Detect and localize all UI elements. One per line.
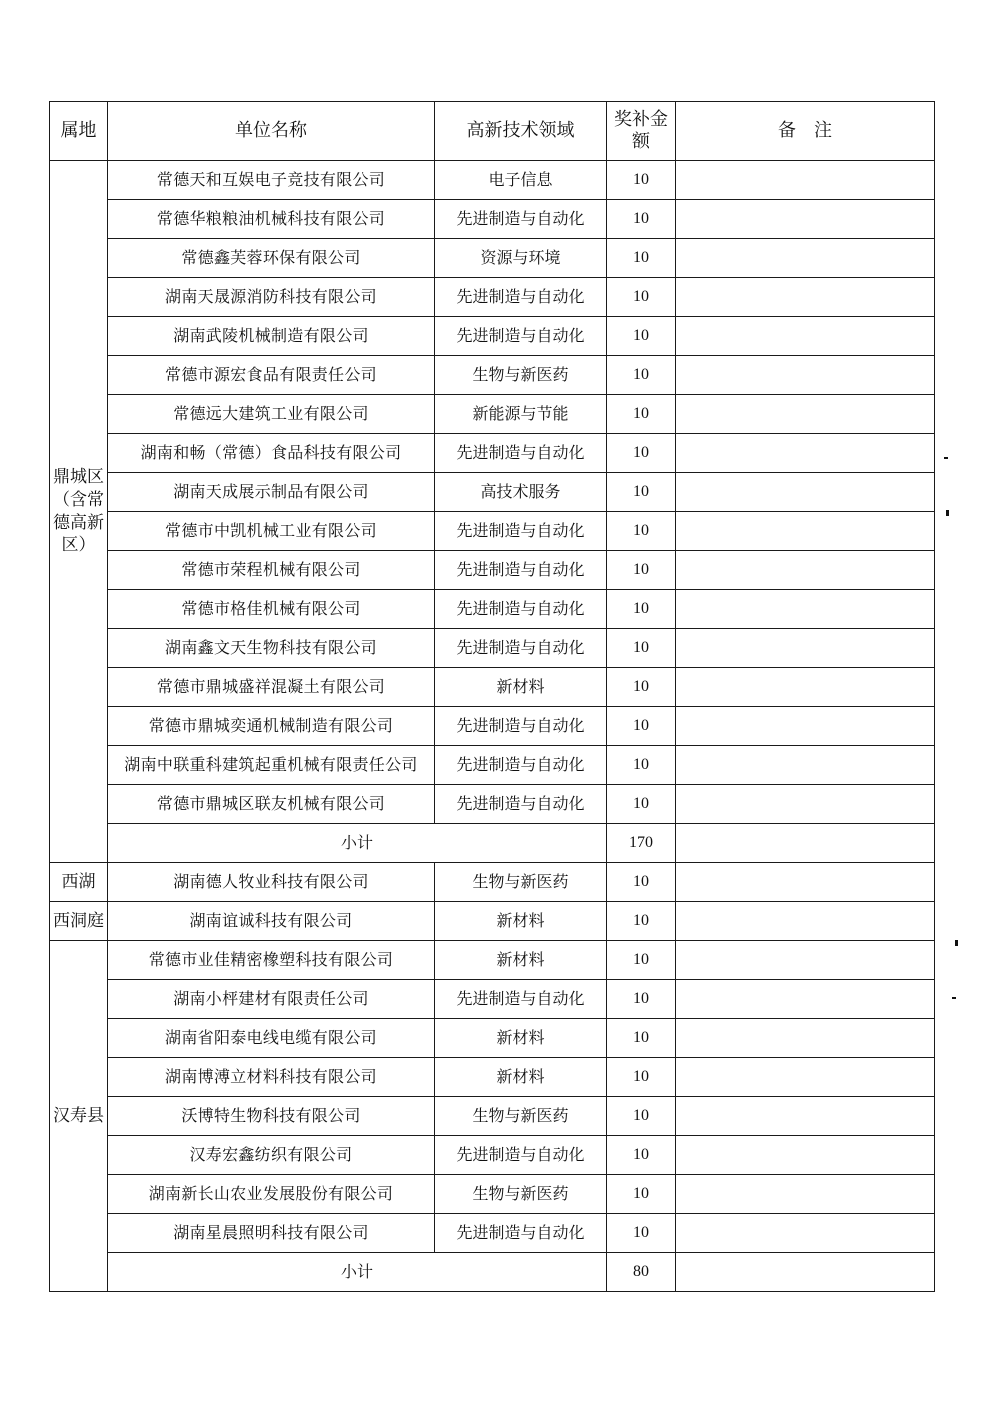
tech-field-cell: 新材料 [435, 1058, 607, 1097]
company-name-cell: 常德市鼎城盛祥混凝土有限公司 [108, 668, 435, 707]
tech-field-cell: 先进制造与自动化 [435, 707, 607, 746]
remarks-cell [676, 395, 935, 434]
remarks-cell [676, 512, 935, 551]
amount-cell: 10 [607, 1097, 676, 1136]
amount-cell: 10 [607, 785, 676, 824]
table-row [50, 785, 935, 824]
remarks-cell [676, 278, 935, 317]
amount-cell: 10 [607, 629, 676, 668]
amount-cell: 10 [607, 200, 676, 239]
amount-cell: 10 [607, 1214, 676, 1253]
table-row [50, 746, 935, 785]
table-row [50, 317, 935, 356]
tech-field-cell: 新材料 [435, 668, 607, 707]
amount-cell: 10 [607, 902, 676, 941]
table-row [50, 980, 935, 1019]
company-name-cell: 常德市格佳机械有限公司 [108, 590, 435, 629]
remarks-cell [676, 980, 935, 1019]
amount-cell: 10 [607, 395, 676, 434]
subtotal-row [50, 824, 935, 863]
remarks-cell [676, 824, 935, 863]
amount-cell: 10 [607, 980, 676, 1019]
tech-field-cell: 先进制造与自动化 [435, 590, 607, 629]
tech-field-cell: 资源与环境 [435, 239, 607, 278]
table-body [50, 161, 935, 1292]
location-cell: 西洞庭 [50, 902, 108, 941]
table-row [50, 590, 935, 629]
table-row [50, 1175, 935, 1214]
amount-cell: 10 [607, 863, 676, 902]
table-row [50, 1019, 935, 1058]
amount-cell: 10 [607, 668, 676, 707]
remarks-cell [676, 356, 935, 395]
table-row [50, 1097, 935, 1136]
amount-cell: 10 [607, 941, 676, 980]
header-row [50, 102, 935, 161]
tech-field-cell: 高技术服务 [435, 473, 607, 512]
header-field: 高新技术领域 [435, 102, 607, 161]
company-name-cell: 常德华粮粮油机械科技有限公司 [108, 200, 435, 239]
remarks-cell [676, 473, 935, 512]
remarks-cell [676, 1214, 935, 1253]
amount-cell: 10 [607, 1058, 676, 1097]
tech-field-cell: 生物与新医药 [435, 1175, 607, 1214]
company-name-cell: 湖南鑫文天生物科技有限公司 [108, 629, 435, 668]
tech-field-cell: 先进制造与自动化 [435, 317, 607, 356]
table-row [50, 200, 935, 239]
tech-field-cell: 先进制造与自动化 [435, 980, 607, 1019]
amount-cell: 10 [607, 473, 676, 512]
tech-field-cell: 生物与新医药 [435, 1097, 607, 1136]
amount-cell: 10 [607, 1175, 676, 1214]
scan-mark [944, 457, 948, 459]
company-name-cell: 湖南武陵机械制造有限公司 [108, 317, 435, 356]
remarks-cell [676, 863, 935, 902]
company-name-cell: 常德鑫芙蓉环保有限公司 [108, 239, 435, 278]
amount-cell: 10 [607, 434, 676, 473]
table-row [50, 434, 935, 473]
scan-mark [955, 940, 958, 946]
table-row [50, 239, 935, 278]
remarks-cell [676, 629, 935, 668]
header-company: 单位名称 [108, 102, 435, 161]
remarks-cell [676, 317, 935, 356]
amount-cell: 10 [607, 707, 676, 746]
company-name-cell: 湖南德人牧业科技有限公司 [108, 863, 435, 902]
tech-field-cell: 生物与新医药 [435, 863, 607, 902]
remarks-cell [676, 746, 935, 785]
remarks-cell [676, 1058, 935, 1097]
table-row [50, 1214, 935, 1253]
tech-field-cell: 先进制造与自动化 [435, 785, 607, 824]
table-row [50, 395, 935, 434]
amount-cell: 10 [607, 551, 676, 590]
amount-cell: 10 [607, 1136, 676, 1175]
remarks-cell [676, 200, 935, 239]
amount-cell: 10 [607, 239, 676, 278]
amount-cell: 10 [607, 590, 676, 629]
company-name-cell: 常德市荣程机械有限公司 [108, 551, 435, 590]
tech-field-cell: 先进制造与自动化 [435, 629, 607, 668]
table-row [50, 941, 935, 980]
remarks-cell [676, 434, 935, 473]
location-cell: 西湖 [50, 863, 108, 902]
header-location: 属地 [50, 102, 108, 161]
tech-field-cell: 新能源与节能 [435, 395, 607, 434]
company-name-cell: 汉寿宏鑫纺织有限公司 [108, 1136, 435, 1175]
company-name-cell: 湖南天晟源消防科技有限公司 [108, 278, 435, 317]
table-row [50, 161, 935, 200]
table-row [50, 863, 935, 902]
tech-field-cell: 生物与新医药 [435, 356, 607, 395]
amount-cell: 10 [607, 278, 676, 317]
subtotal-row [50, 1253, 935, 1292]
tech-field-cell: 电子信息 [435, 161, 607, 200]
amount-cell: 10 [607, 512, 676, 551]
company-name-cell: 湖南谊诚科技有限公司 [108, 902, 435, 941]
remarks-cell [676, 239, 935, 278]
table-row [50, 551, 935, 590]
tech-field-cell: 先进制造与自动化 [435, 551, 607, 590]
company-name-cell: 常德市鼎城奕通机械制造有限公司 [108, 707, 435, 746]
subsidy-table [49, 101, 935, 1292]
amount-cell: 10 [607, 317, 676, 356]
subtotal-amount-cell: 80 [607, 1253, 676, 1292]
table-row [50, 629, 935, 668]
remarks-cell [676, 668, 935, 707]
subtotal-label-cell: 小计 [108, 1253, 607, 1292]
remarks-cell [676, 590, 935, 629]
remarks-cell [676, 551, 935, 590]
company-name-cell: 常德天和互娱电子竞技有限公司 [108, 161, 435, 200]
table-row [50, 356, 935, 395]
table-row [50, 512, 935, 551]
tech-field-cell: 先进制造与自动化 [435, 746, 607, 785]
table-row [50, 668, 935, 707]
company-name-cell: 常德市源宏食品有限责任公司 [108, 356, 435, 395]
remarks-cell [676, 1175, 935, 1214]
table-row [50, 707, 935, 746]
location-cell: 鼎城区（含常德高新区） [50, 161, 108, 863]
company-name-cell: 湖南小枰建材有限责任公司 [108, 980, 435, 1019]
company-name-cell: 湖南和畅（常德）食品科技有限公司 [108, 434, 435, 473]
tech-field-cell: 先进制造与自动化 [435, 278, 607, 317]
tech-field-cell: 新材料 [435, 1019, 607, 1058]
company-name-cell: 湖南新长山农业发展股份有限公司 [108, 1175, 435, 1214]
table-row [50, 1136, 935, 1175]
remarks-cell [676, 707, 935, 746]
table-row [50, 278, 935, 317]
tech-field-cell: 先进制造与自动化 [435, 434, 607, 473]
table-row [50, 1058, 935, 1097]
amount-cell: 10 [607, 746, 676, 785]
location-cell: 汉寿县 [50, 941, 108, 1292]
tech-field-cell: 先进制造与自动化 [435, 200, 607, 239]
table-row [50, 902, 935, 941]
company-name-cell: 湖南天成展示制品有限公司 [108, 473, 435, 512]
remarks-cell [676, 1019, 935, 1058]
company-name-cell: 湖南博溥立材料科技有限公司 [108, 1058, 435, 1097]
amount-cell: 10 [607, 356, 676, 395]
tech-field-cell: 先进制造与自动化 [435, 1136, 607, 1175]
scan-mark [946, 510, 949, 516]
tech-field-cell: 新材料 [435, 902, 607, 941]
remarks-cell [676, 161, 935, 200]
tech-field-cell: 先进制造与自动化 [435, 512, 607, 551]
subtotal-amount-cell: 170 [607, 824, 676, 863]
remarks-cell [676, 941, 935, 980]
remarks-cell [676, 1136, 935, 1175]
company-name-cell: 湖南省阳泰电线电缆有限公司 [108, 1019, 435, 1058]
company-name-cell: 湖南星晨照明科技有限公司 [108, 1214, 435, 1253]
subtotal-label-cell: 小计 [108, 824, 607, 863]
company-name-cell: 常德市鼎城区联友机械有限公司 [108, 785, 435, 824]
tech-field-cell: 先进制造与自动化 [435, 1214, 607, 1253]
scan-mark [952, 997, 956, 999]
header-amount: 奖补金额 [607, 102, 676, 161]
remarks-cell [676, 785, 935, 824]
header-remarks: 备 注 [676, 102, 935, 161]
company-name-cell: 常德市业佳精密橡塑科技有限公司 [108, 941, 435, 980]
tech-field-cell: 新材料 [435, 941, 607, 980]
table-row [50, 473, 935, 512]
remarks-cell [676, 902, 935, 941]
company-name-cell: 沃博特生物科技有限公司 [108, 1097, 435, 1136]
company-name-cell: 常德市中凯机械工业有限公司 [108, 512, 435, 551]
subsidy-table-sheet [49, 101, 935, 1292]
remarks-cell [676, 1097, 935, 1136]
company-name-cell: 常德远大建筑工业有限公司 [108, 395, 435, 434]
amount-cell: 10 [607, 161, 676, 200]
remarks-cell [676, 1253, 935, 1292]
amount-cell: 10 [607, 1019, 676, 1058]
company-name-cell: 湖南中联重科建筑起重机械有限责任公司 [108, 746, 435, 785]
